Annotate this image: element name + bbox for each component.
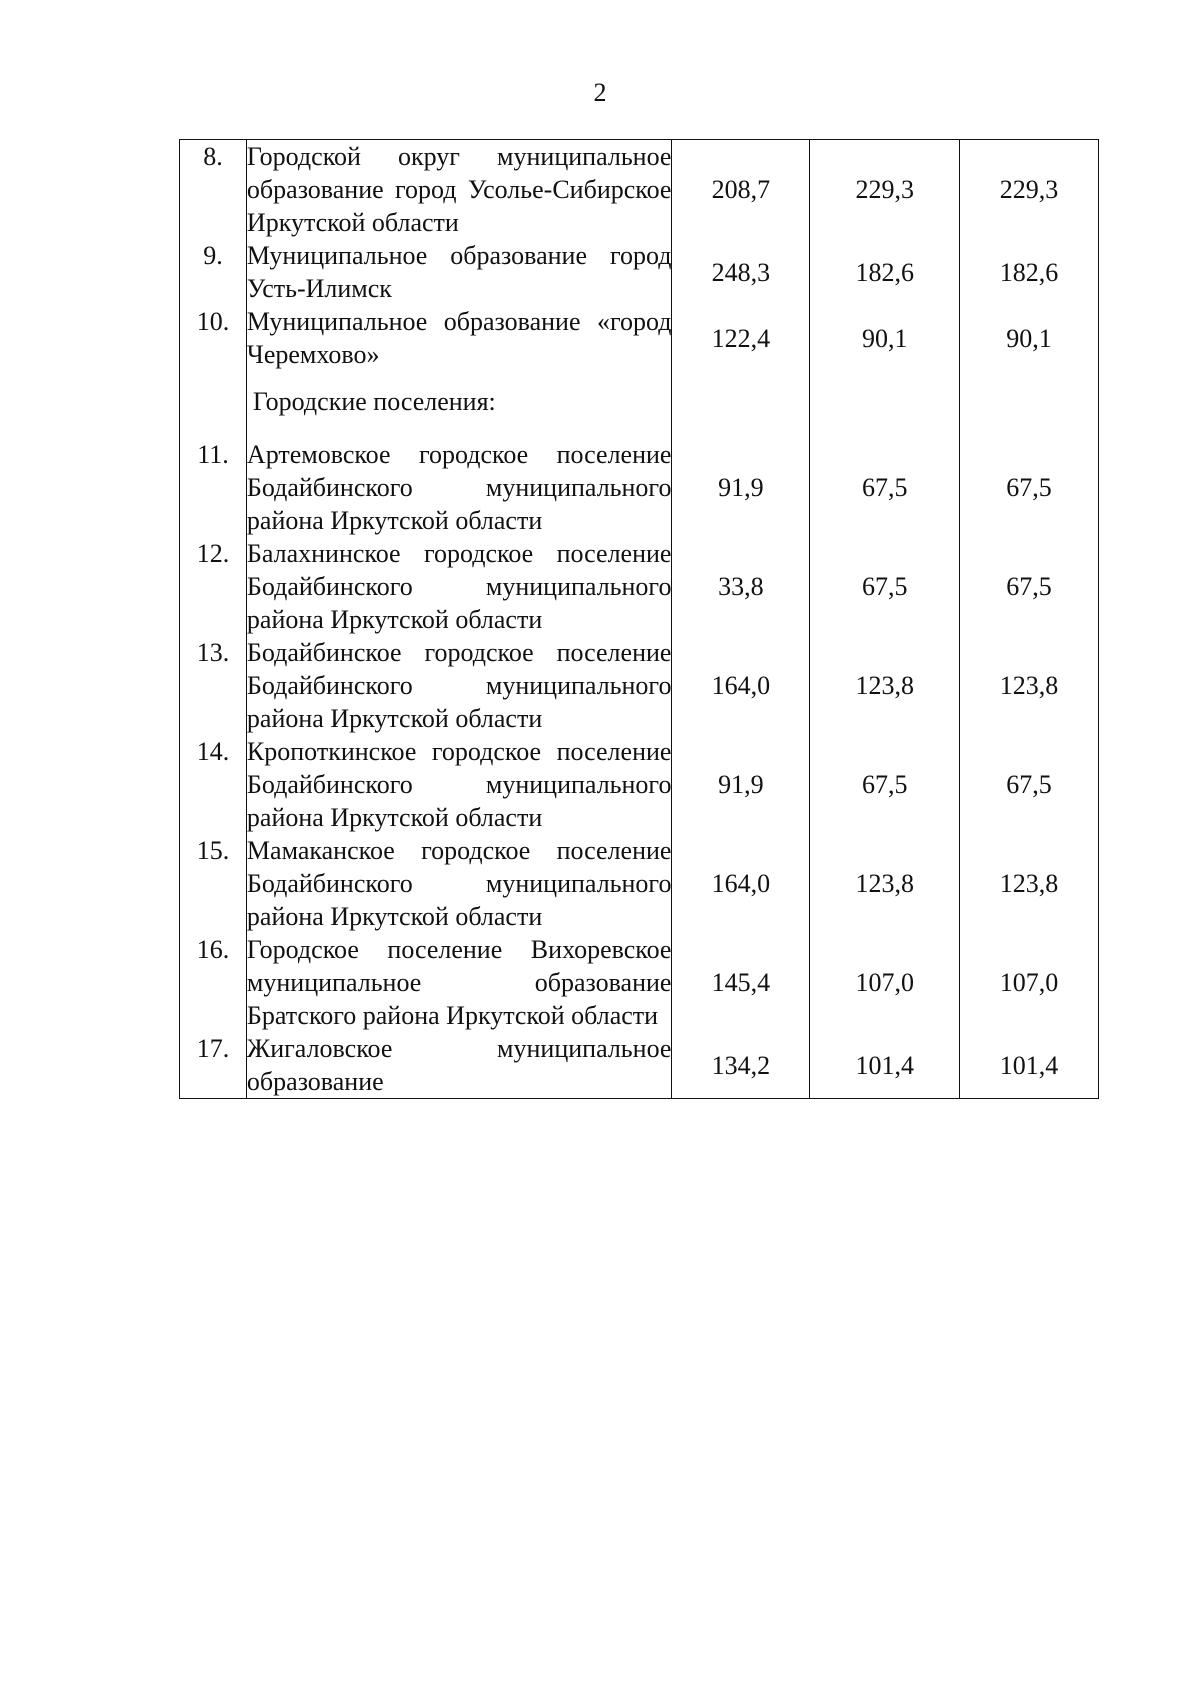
row-number: 17. [180,1032,247,1099]
row-name-cell [246,239,672,305]
row-number: 12. [180,537,247,636]
row-name: Балахнинское городское поселение Бодайбинского муниципального района Иркутской области [246,539,672,634]
row-value-2: 107,0 [810,933,960,1032]
row-number: 16. [180,933,247,1032]
data-table [179,139,1099,1099]
row-value-1: 164,0 [672,636,810,735]
table-row [180,735,1099,834]
row-name-cell [246,834,672,933]
row-value-2: 229,3 [810,140,960,240]
row-name-cell [246,537,672,636]
row-value-empty [672,371,810,438]
table-row [180,636,1099,735]
row-name-cell [246,1032,672,1099]
row-value-1: 248,3 [672,239,810,305]
section-heading: Городские поселения: [252,387,496,416]
row-value-1: 145,4 [672,933,810,1032]
table-row [180,239,1099,305]
row-name: Муниципальное образование «город Черемхово» [246,307,672,369]
row-number: 8. [180,140,247,240]
row-name: Бодайбинское городское поселение Бодайбинского муниципального района Иркутской области [246,638,672,733]
row-value-empty [960,371,1099,438]
row-number: 13. [180,636,247,735]
section-row [180,371,1099,438]
row-name: Кропоткинское городское поселение Бодайбинского муниципального района Иркутской области [246,737,672,832]
row-value-2: 101,4 [810,1032,960,1099]
row-number: 11. [180,438,247,537]
row-name-cell [246,636,672,735]
row-value-2: 182,6 [810,239,960,305]
row-name: Городской округ муниципальное образование город Усолье-Сибирское Иркутской области [246,142,672,237]
table-row [180,140,1099,240]
row-name-cell [246,438,672,537]
row-number: 10. [180,305,247,371]
row-name: Муниципальное образование город Усть-Илимск [246,241,672,303]
row-name: Артемовское городское поселение Бодайбинского муниципального района Иркутской области [246,440,672,535]
row-value-2: 67,5 [810,438,960,537]
row-value-3: 101,4 [960,1032,1099,1099]
row-value-empty [810,371,960,438]
row-value-3: 107,0 [960,933,1099,1032]
row-value-1: 164,0 [672,834,810,933]
table-row [180,1032,1099,1099]
row-value-2: 90,1 [810,305,960,371]
row-value-1: 208,7 [672,140,810,240]
row-name: Жигаловское муниципальное образование [246,1034,672,1096]
row-value-3: 67,5 [960,438,1099,537]
row-name-cell [246,305,672,371]
row-name-cell [246,735,672,834]
row-value-1: 91,9 [672,438,810,537]
row-name: Городское поселение Вихоревское муниципальное образование Братского района Иркутской области [246,935,672,1030]
row-value-2: 123,8 [810,834,960,933]
row-value-3: 123,8 [960,636,1099,735]
row-number: 15. [180,834,247,933]
table-row [180,933,1099,1032]
row-value-3: 67,5 [960,735,1099,834]
table-row [180,305,1099,371]
row-value-3: 90,1 [960,305,1099,371]
table-row [180,438,1099,537]
row-value-3: 123,8 [960,834,1099,933]
row-name-cell [246,933,672,1032]
page-number: 2 [593,78,607,107]
row-name-cell [246,140,672,240]
row-value-3: 67,5 [960,537,1099,636]
row-value-1: 134,2 [672,1032,810,1099]
row-number-empty [180,371,247,438]
row-value-1: 91,9 [672,735,810,834]
row-value-1: 33,8 [672,537,810,636]
row-value-3: 229,3 [960,140,1099,240]
row-value-2: 67,5 [810,537,960,636]
table-row [180,834,1099,933]
row-number: 9. [180,239,247,305]
section-heading-cell [246,371,672,438]
table-row [180,537,1099,636]
row-value-1: 122,4 [672,305,810,371]
row-name: Мамаканское городское поселение Бодайбинского муниципального района Иркутской области [246,836,672,931]
row-value-3: 182,6 [960,239,1099,305]
row-value-2: 67,5 [810,735,960,834]
row-number: 14. [180,735,247,834]
row-value-2: 123,8 [810,636,960,735]
